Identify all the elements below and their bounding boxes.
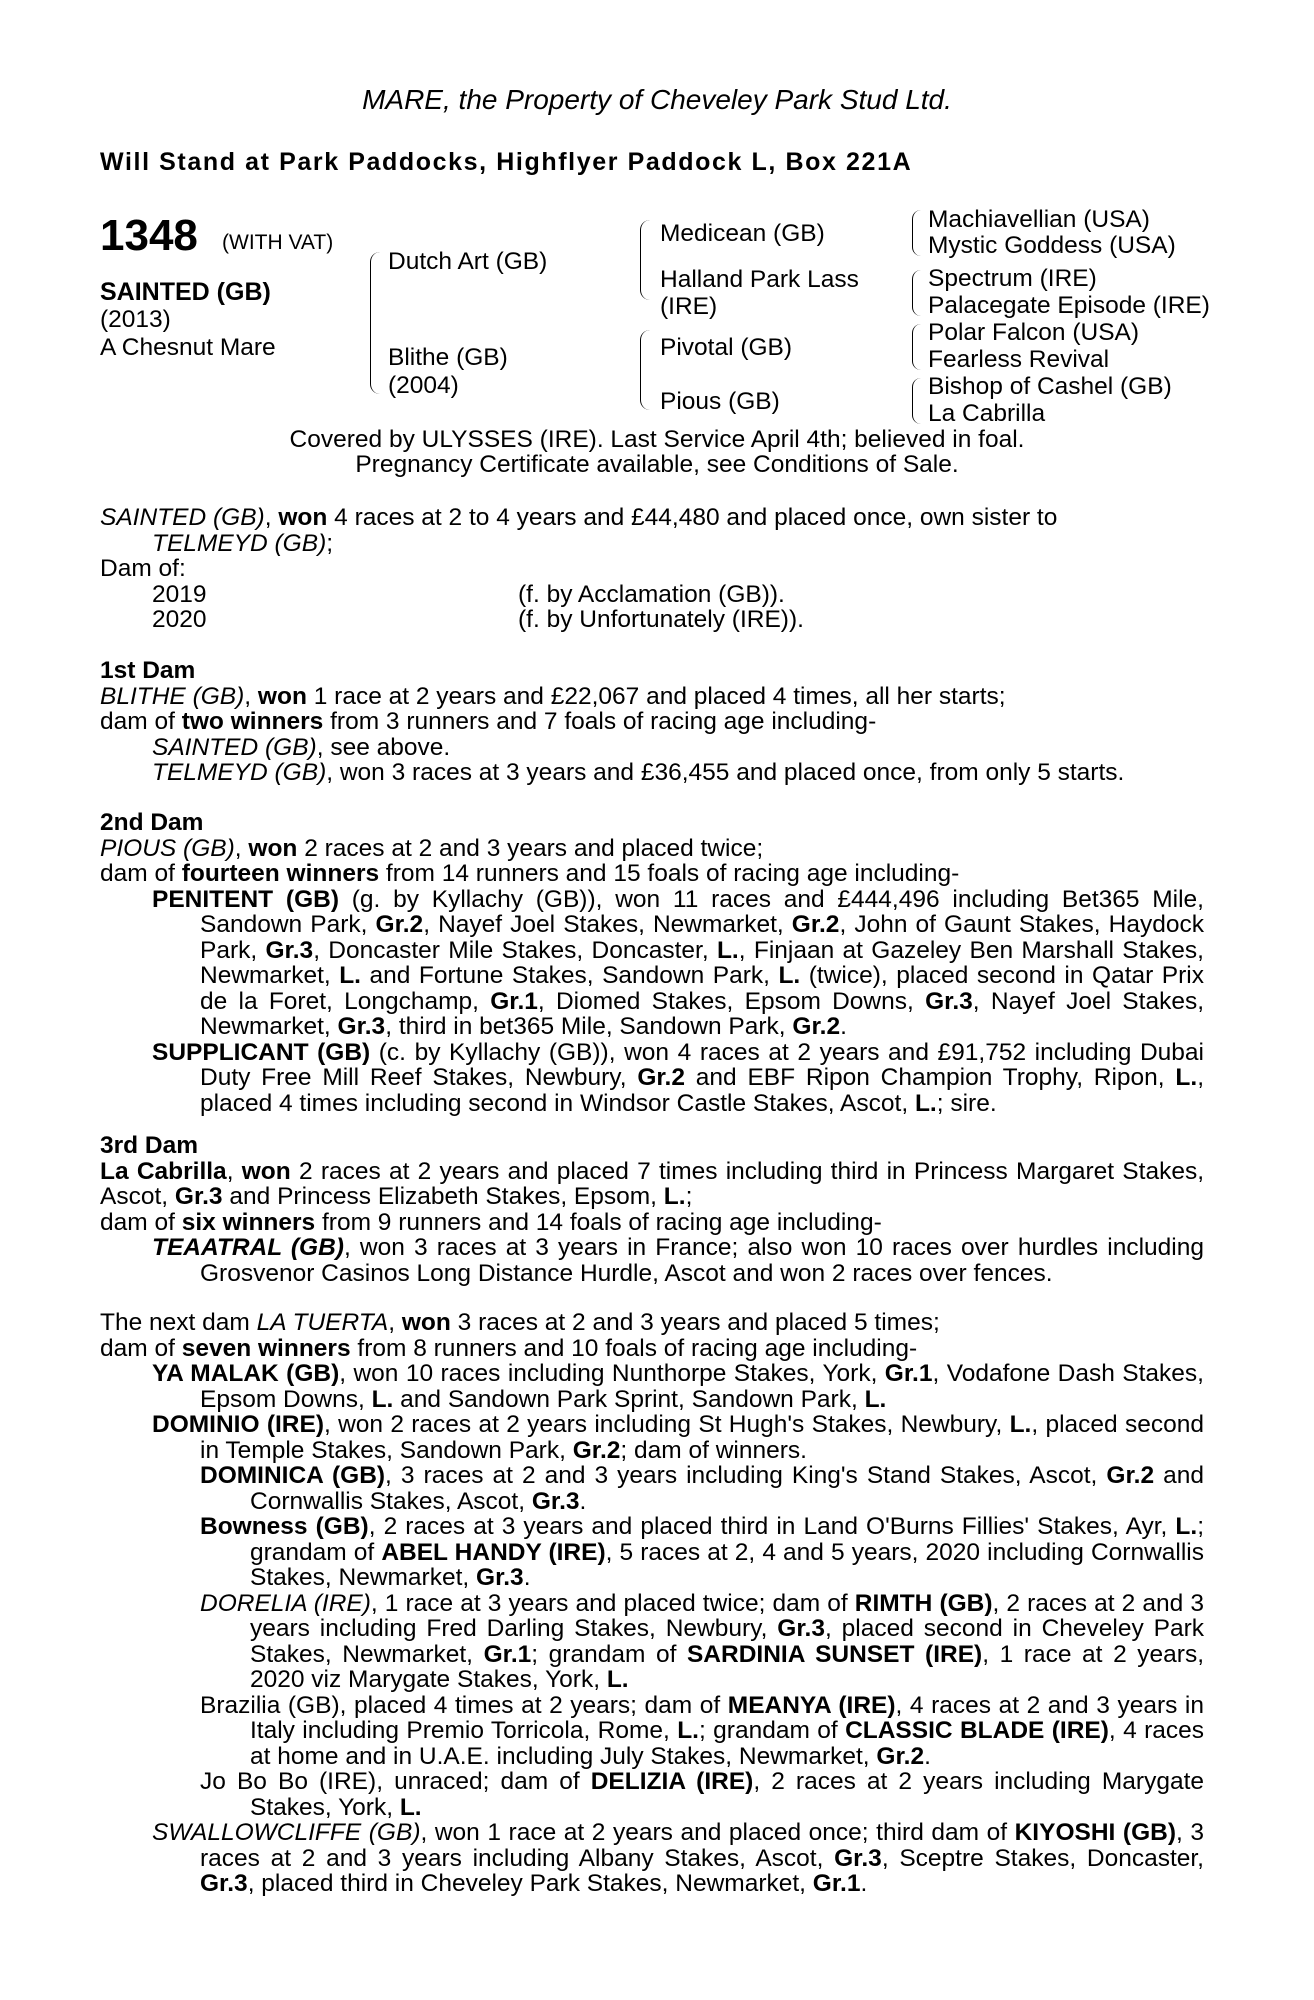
dam-name: LA TUERTA: [256, 1309, 389, 1336]
section-heading: 1st Dam: [100, 657, 196, 684]
body-text: , Sceptre Stakes, Doncaster,: [881, 1844, 1204, 1872]
winners-count: seven winners: [181, 1334, 351, 1362]
body-text: , third in bet365 Mile, Sandown Park,: [385, 1013, 793, 1040]
bold-text: Gr.2: [876, 1742, 925, 1770]
page-title: MARE, the Property of Cheveley Park Stud Ltd.: [362, 84, 952, 115]
won-label: won: [248, 834, 298, 862]
offspring-name: TEAATRAL (GB): [152, 1234, 344, 1261]
offspring-name: TELMEYD (GB): [152, 759, 327, 786]
second-dam-section: [100, 810, 1204, 1116]
bold-text: L.: [606, 1666, 629, 1693]
body-text: ; grandam of: [250, 1513, 1204, 1566]
won-label: won: [257, 682, 307, 710]
location-line: Will Stand at Park Paddocks, Highflyer Paddock L, Box 221A: [100, 148, 913, 176]
body-text: , placed 4 times including second in Windsor Castle Stakes, Ascot,: [200, 1064, 1204, 1117]
bold-text: Gr.3: [337, 1013, 386, 1040]
won-label: won: [241, 1157, 291, 1185]
bracket-g1: [912, 210, 921, 256]
body-text: .: [523, 1564, 531, 1591]
sire-dam-line2: (IRE): [660, 293, 718, 320]
bold-text: SARDINIA SUNSET (IRE): [686, 1640, 983, 1668]
bold-text: Gr.3: [200, 1870, 248, 1897]
foal-text: (f. by Unfortunately (IRE)).: [518, 606, 804, 633]
bracket-g4: [912, 378, 921, 424]
body-text: , 1 race at 2 years, 2020 viz Marygate Stakes, York,: [250, 1640, 1205, 1693]
winners-count: six winners: [181, 1208, 316, 1236]
body-text: dam of: [100, 1334, 182, 1362]
body-text: , Nayef Joel Stakes, Newmarket,: [200, 987, 1205, 1040]
intro-name: SAINTED (GB): [100, 504, 265, 531]
body-text: , 4 races at 2 and 3 years in Italy including Premio Torricola, Rome,: [250, 1691, 1204, 1744]
body-text: , Diomed Stakes, Epsom Downs,: [537, 987, 926, 1015]
body-text: .: [924, 1742, 931, 1770]
produce-summary: [100, 1336, 1204, 1362]
foal-year: 2020: [152, 606, 207, 633]
pregnancy-note: Pregnancy Certificate available, see Conditions of Sale.: [355, 451, 959, 478]
third-dam-section: [100, 1133, 1204, 1286]
bold-text: L.: [864, 1385, 887, 1413]
grand-offspring-entry: [100, 1591, 1204, 1693]
offspring-name: Brazilia (GB): [200, 1691, 340, 1719]
body-text: , placed 4 times at 2 years; dam of: [339, 1691, 728, 1719]
bold-text: CLASSIC BLADE (IRE): [845, 1717, 1109, 1744]
bold-text: Gr.3: [834, 1844, 882, 1872]
sire-dam: Halland Park Lass: [660, 266, 859, 293]
body-text: , Finjaan at Gazeley Ben Marshall Stakes, Newmarket,: [200, 936, 1204, 989]
summary-text: dam of: [100, 708, 182, 735]
summary-text: from 3 runners and 7 foals of racing age including-: [323, 708, 877, 735]
body-text: (twice), placed second in Qatar Prix de la Foret, Longchamp,: [200, 962, 1204, 1015]
body-text: 3 races at 2 and 3 years and placed 5 times;: [450, 1309, 940, 1336]
body-text: , Vodafone Dash Stakes, Epsom Downs,: [200, 1360, 1204, 1413]
dam-year: (2004): [388, 372, 459, 399]
record-text: 1 race at 2 years and £22,067 and placed 4 times, all her starts;: [306, 682, 1006, 710]
offspring-name: YA MALAK (GB): [152, 1360, 340, 1387]
foal-row: [100, 582, 1204, 608]
intro-section: [100, 505, 1204, 633]
body-text: and Fortune Stakes, Sandown Park,: [361, 962, 779, 989]
offspring-name: Bowness (GB): [200, 1513, 369, 1540]
ancestor-6: Fearless Revival: [928, 346, 1110, 373]
dam-sire: Pivotal (GB): [660, 334, 793, 361]
bracket-sire-line: [640, 220, 651, 300]
bold-text: Gr.2: [572, 1436, 621, 1464]
dam-name: BLITHE (GB): [100, 682, 245, 710]
produce-summary: [100, 861, 1204, 887]
body-text: , John of Gaunt Stakes, Haydock Park,: [200, 911, 1204, 964]
foal-row: [100, 607, 1204, 633]
bold-text: Gr.3: [925, 987, 973, 1015]
bold-text: L.: [1009, 1411, 1032, 1438]
offspring-entry: [100, 887, 1204, 1040]
body-text: and Sandown Park Sprint, Sandown Park,: [393, 1385, 865, 1413]
first-dam-section: [100, 658, 1204, 786]
dam-record: PIOUS (GB), won 2 races at 2 and 3 years and placed twice;: [100, 834, 764, 862]
horse-year: (2013): [100, 306, 171, 333]
bold-text: Gr.1: [483, 1640, 532, 1668]
body-text: , placed third in Cheveley Park Stakes, Newmarket,: [247, 1870, 813, 1897]
bold-text: Gr.3: [531, 1487, 580, 1515]
offspring-name: PENITENT (GB): [152, 885, 339, 913]
bold-text: L.: [778, 962, 801, 989]
intro-paragraph: SAINTED (GB), won 4 races at 2 to 4 years and £44,480 and placed once, own sister to: [100, 504, 1058, 531]
offspring-entry: [100, 1040, 1204, 1117]
offspring-entry: [100, 1820, 1204, 1897]
body-text: , won 1 race at 2 years and placed once; third dam of: [420, 1819, 1015, 1846]
winners-count: fourteen winners: [181, 860, 380, 887]
bold-text: L.: [716, 936, 739, 964]
offspring-name: DORELIA (IRE): [200, 1589, 371, 1617]
bold-text: L.: [677, 1717, 699, 1744]
intro-sister-line: TELMEYD (GB);: [152, 529, 334, 557]
dam-name: PIOUS (GB): [100, 834, 235, 862]
body-text: ; grandam of: [699, 1717, 846, 1744]
body-text: and Cornwallis Stakes, Ascot,: [250, 1462, 1205, 1515]
vat-label: (WITH VAT): [222, 231, 334, 254]
body-text: and Princess Elizabeth Stakes, Epsom,: [222, 1183, 664, 1210]
bold-text: KIYOSHI (GB): [1014, 1819, 1176, 1846]
body-text: , 3 races at 2 and 3 years including Albany Stakes, Ascot,: [200, 1819, 1204, 1872]
sire-sire: Medicean (GB): [660, 220, 825, 247]
offspring-entry: [100, 1412, 1204, 1463]
body-text: ; grandam of: [531, 1640, 687, 1668]
covered-note: Covered by ULYSSES (IRE). Last Service April 4th; believed in foal.: [289, 426, 1025, 453]
offspring-name: Jo Bo Bo (IRE): [200, 1768, 377, 1795]
grand-offspring-entry: [100, 1693, 1204, 1770]
bold-text: L.: [399, 1793, 422, 1821]
bold-text: Gr.2: [637, 1064, 685, 1091]
dam-record: BLITHE (GB), won 1 race at 2 years and £22,067 and placed 4 times, all her starts;: [100, 682, 1006, 710]
dam-of-label: Dam of:: [100, 555, 186, 582]
fourth-dam-section: [100, 1310, 1204, 1897]
bold-text: Gr.2: [791, 911, 840, 938]
bold-text: Gr.2: [792, 1013, 841, 1040]
body-text: , unraced; dam of: [376, 1768, 591, 1795]
body-text: , 5 races at 2, 4 and 5 years, 2020 including Cornwallis Stakes, Newmarket,: [250, 1538, 1204, 1591]
bold-text: L.: [339, 962, 361, 989]
foal-text: (f. by Acclamation (GB)).: [518, 580, 785, 608]
lot-number: 1348: [100, 211, 198, 260]
ancestor-1: Machiavellian (USA): [928, 206, 1150, 233]
bold-text: L.: [1175, 1064, 1198, 1091]
body-text: ; dam of winners.: [620, 1436, 807, 1464]
offspring-name: DOMINIO (IRE): [152, 1411, 324, 1438]
body-text: .: [840, 1013, 847, 1040]
body-text: 2 races at 2 years and placed 7 times including third in Princess Margaret Stakes, Ascot,: [100, 1157, 1204, 1210]
bold-text: Gr.1: [490, 987, 538, 1015]
dam-record: La Cabrilla, won 2 races at 2 years and placed 7 times including third in Princess Margaret Stakes, Ascot, Gr.3 and Princess Elizabeth Stakes, Epsom, L.;: [100, 1157, 1204, 1210]
bracket-sire-dam: [370, 252, 381, 394]
bold-text: DELIZIA (IRE): [590, 1768, 754, 1795]
body-text: , placed second in Cheveley Park Stakes, Newmarket,: [250, 1615, 1204, 1668]
section-heading: 2nd Dam: [100, 809, 204, 836]
body-text: .: [579, 1487, 587, 1515]
offspring-entry: [100, 1361, 1204, 1412]
body-text: , won 2 races at 2 years including St Hugh's Stakes, Newbury,: [323, 1411, 1010, 1438]
grand-offspring-entry: [100, 1463, 1204, 1514]
body-text: , 2 races at 2 and 3 years including Fred Darling Stakes, Newbury,: [250, 1589, 1204, 1642]
body-text: .: [860, 1870, 868, 1897]
offspring-text: , won 3 races at 3 years and £36,455 and placed once, from only 5 starts.: [326, 759, 1125, 786]
bold-text: Gr.1: [884, 1360, 933, 1387]
bold-text: Gr.1: [812, 1870, 861, 1897]
ancestor-2: Mystic Goddess (USA): [928, 232, 1176, 259]
offspring-name: SAINTED (GB): [152, 733, 317, 761]
produce-summary: [100, 709, 1204, 735]
record-text: 2 races at 2 and 3 years and placed twice;: [297, 834, 764, 862]
horse-name: SAINTED (GB): [100, 278, 271, 306]
dam-dam: Pious (GB): [660, 388, 780, 415]
offspring-entry: [100, 1235, 1204, 1286]
intro-text: 4 races at 2 to 4 years and £44,480 and placed once, own sister to: [327, 504, 1058, 531]
ancestor-5: Polar Falcon (USA): [928, 319, 1140, 346]
bold-text: L.: [371, 1385, 394, 1413]
ancestor-4: Palacegate Episode (IRE): [928, 292, 1210, 319]
bold-text: Gr.3: [476, 1564, 524, 1591]
bracket-g2: [912, 270, 921, 316]
offspring-entry: [100, 735, 1204, 761]
sire: Dutch Art (GB): [388, 248, 548, 275]
body-text: , 2 races at 2 years including Marygate Stakes, York,: [250, 1768, 1204, 1821]
dam: Blithe (GB): [388, 344, 508, 371]
dam-name: La Cabrilla: [100, 1157, 227, 1185]
body-text: , Nayef Joel Stakes, Newmarket,: [423, 911, 792, 938]
summary-text: from 14 runners and 15 foals of racing age including-: [379, 860, 960, 887]
intro-sister: TELMEYD (GB): [152, 529, 327, 557]
bold-text: RIMTH (GB): [854, 1589, 993, 1617]
winners-count: two winners: [181, 708, 324, 735]
offspring-name: DOMINICA (GB): [200, 1462, 386, 1489]
body-text: from 9 runners and 14 foals of racing age including-: [315, 1208, 882, 1236]
body-text: dam of: [100, 1208, 182, 1236]
body-text: , won 3 races at 3 years in France; also won 10 races over hurdles including Grosvenor Casinos Long Distance Hurdle, Ascot and won 2 races over fences.: [200, 1234, 1205, 1287]
bold-text: ABEL HANDY (IRE): [381, 1538, 606, 1566]
body-text: (g. by Kyllachy (GB)), won 11 races and £444,496 including Bet365 Mile, Sandown Park,: [200, 885, 1204, 938]
body-text: (c. by Kyllachy (GB)), won 4 races at 2 years and £91,752 including Dubai Duty Free Mill Reef Stakes, Newbury,: [200, 1038, 1204, 1091]
bold-text: MEANYA (IRE): [727, 1691, 896, 1719]
bold-text: L.: [1175, 1513, 1198, 1540]
body-text: , won 10 races including Nunthorpe Stakes, York,: [339, 1360, 885, 1387]
body-text: , 2 races at 3 years and placed third in Land O'Burns Fillies' Stakes, Ayr,: [368, 1513, 1176, 1540]
body-text: , placed second in Temple Stakes, Sandown Park,: [200, 1411, 1204, 1464]
offspring-text: , see above.: [316, 733, 451, 761]
body-text: , Doncaster Mile Stakes, Doncaster,: [313, 936, 717, 964]
bold-text: Gr.2: [375, 911, 424, 938]
foal-year: 2019: [152, 580, 207, 608]
offspring-entry: [100, 760, 1204, 786]
bold-text: Gr.3: [265, 936, 314, 964]
body-text: , 1 race at 3 years and placed twice; dam of: [370, 1589, 855, 1617]
grand-offspring-entry: [100, 1514, 1204, 1591]
bracket-g3: [912, 324, 921, 370]
produce-summary: [100, 1210, 1204, 1236]
ancestor-8: La Cabrilla: [928, 400, 1046, 427]
body-text: The next dam: [100, 1309, 257, 1336]
body-text: from 8 runners and 10 foals of racing age including-: [350, 1334, 918, 1362]
ancestor-3: Spectrum (IRE): [928, 265, 1097, 292]
bracket-dam-line: [640, 330, 651, 410]
offspring-name: SUPPLICANT (GB): [152, 1038, 371, 1066]
summary-text: dam of: [100, 860, 182, 887]
bold-text: Gr.3: [174, 1183, 223, 1210]
body-text: and EBF Ripon Champion Trophy, Ripon,: [685, 1064, 1176, 1091]
body-text: , 3 races at 2 and 3 years including King's Stand Stakes, Ascot,: [385, 1462, 1107, 1489]
ancestor-7: Bishop of Cashel (GB): [928, 373, 1172, 400]
won-label: won: [401, 1309, 451, 1336]
bold-text: Gr.3: [777, 1615, 825, 1642]
horse-description: A Chesnut Mare: [100, 334, 276, 361]
grand-offspring-entry: [100, 1769, 1204, 1820]
bold-text: Gr.2: [1106, 1462, 1155, 1489]
section-heading: 3rd Dam: [100, 1132, 199, 1159]
bold-text: L.: [663, 1183, 686, 1210]
bold-text: L.: [914, 1089, 937, 1117]
offspring-name: SWALLOWCLIFFE (GB): [152, 1819, 421, 1846]
body-text: ;: [685, 1183, 693, 1210]
body-text: , 4 races at home and in U.A.E. including July Stakes, Newmarket,: [250, 1717, 1204, 1770]
intro-won: won: [278, 504, 328, 531]
body-text: ; sire.: [936, 1089, 997, 1117]
dam-record: The next dam LA TUERTA, won 3 races at 2 and 3 years and placed 5 times;: [100, 1309, 940, 1336]
